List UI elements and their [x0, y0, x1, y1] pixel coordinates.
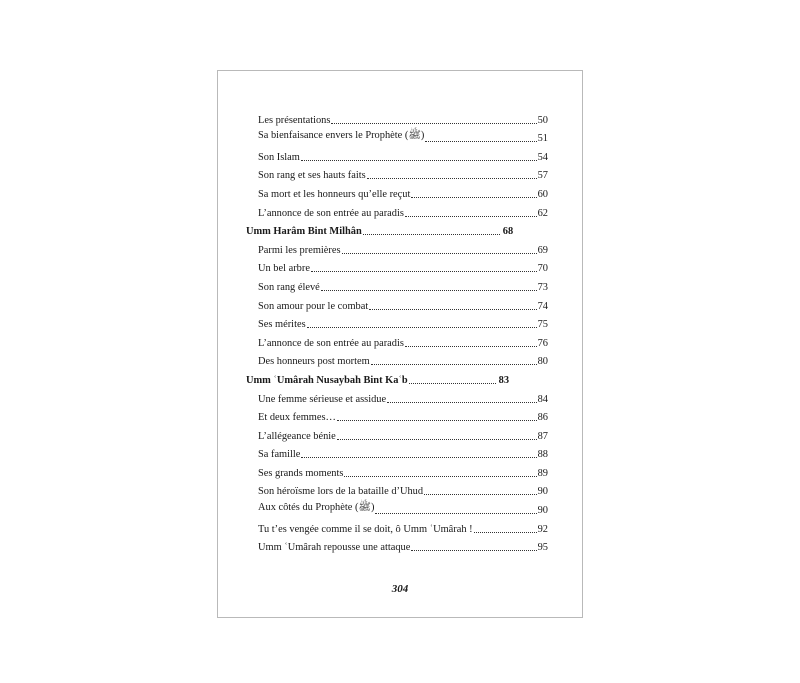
toc-entry-title: L’allégeance bénie	[258, 430, 336, 442]
toc-entry-title: Son héroïsme lors de la bataille d’Uhud	[258, 486, 424, 498]
toc-leader-dots	[337, 420, 537, 421]
toc-entry	[246, 405, 548, 424]
toc-entry	[246, 442, 548, 461]
toc-entry	[246, 293, 548, 312]
toc-entry-page: 74	[537, 300, 548, 312]
toc-entry	[246, 349, 548, 368]
toc-entry	[246, 181, 548, 200]
toc-entry-page: 86	[537, 412, 548, 424]
toc-entry-title: Sa famille	[258, 449, 301, 461]
toc-entry	[246, 126, 548, 145]
toc-leader-dots	[425, 141, 536, 142]
toc-section-heading	[246, 219, 548, 238]
toc-entry-title: Une femme sérieuse et assidue	[258, 393, 387, 405]
toc-entry	[246, 274, 548, 293]
toc-entry-title: Son rang et ses hauts faits	[258, 170, 366, 182]
toc-entry-page: 62	[537, 207, 548, 219]
toc-leader-dots	[371, 364, 537, 365]
toc-entry-title: Des honneurs post mortem	[258, 356, 370, 368]
toc-leader-dots	[369, 309, 536, 310]
toc-entry-page: 87	[537, 430, 548, 442]
toc-leader-dots	[344, 476, 536, 477]
toc-entry-page: 50	[537, 114, 548, 126]
toc-entry	[246, 330, 548, 349]
toc-leader-dots	[474, 532, 537, 533]
toc-entry	[246, 256, 548, 275]
toc-entry-title: Ses grands moments	[258, 467, 344, 479]
toc-entry-page: 73	[537, 281, 548, 293]
toc-entry-title: Umm Harâm Bint Milhân	[246, 226, 362, 238]
toc-entry	[246, 163, 548, 182]
toc-entry-page: 68	[502, 226, 514, 238]
toc-entry-title: Tu t’es vengée comme il se doit, ô Umm ʿUmârah !	[258, 523, 473, 535]
toc-entry-page: 70	[537, 263, 548, 275]
toc-section-heading	[246, 367, 548, 386]
toc-entry	[246, 386, 548, 405]
toc-leader-dots	[331, 123, 536, 124]
toc-leader-dots	[301, 160, 537, 161]
toc-entry-title: L’annonce de son entrée au paradis	[258, 337, 404, 349]
toc-entry-page: 84	[537, 393, 548, 405]
toc-leader-dots	[307, 327, 537, 328]
toc-leader-dots	[387, 402, 537, 403]
toc-entry-page: 90	[537, 505, 548, 517]
toc-leader-dots	[363, 234, 500, 235]
table-of-contents	[246, 107, 548, 553]
toc-entry-page: 89	[537, 467, 548, 479]
toc-entry-page: 88	[537, 449, 548, 461]
toc-leader-dots	[321, 290, 537, 291]
toc-entry	[246, 516, 548, 535]
toc-entry-title: Son amour pour le combat	[258, 300, 369, 312]
toc-entry-page: 54	[537, 151, 548, 163]
toc-leader-dots	[409, 383, 496, 384]
toc-leader-dots	[342, 253, 537, 254]
toc-leader-dots	[405, 216, 537, 217]
toc-entry	[246, 200, 548, 219]
toc-entry-title: Sa bienfaisance envers le Prophète (ﷺ)	[258, 130, 425, 142]
toc-entry-page: 76	[537, 337, 548, 349]
toc-entry-page: 51	[537, 133, 548, 145]
toc-entry-page: 90	[537, 486, 548, 498]
toc-entry	[246, 479, 548, 498]
toc-entry-title: Umm ʿUmârah Nusaybah Bint Kaʿb	[246, 374, 408, 386]
toc-entry-page: 60	[537, 188, 548, 200]
toc-entry-title: Parmi les premières	[258, 244, 341, 256]
toc-entry-page: 57	[537, 170, 548, 182]
toc-leader-dots	[375, 513, 536, 514]
toc-entry	[246, 460, 548, 479]
toc-entry-title: Son Islam	[258, 151, 300, 163]
toc-entry	[246, 237, 548, 256]
toc-leader-dots	[301, 457, 536, 458]
toc-leader-dots	[411, 197, 536, 198]
toc-leader-dots	[411, 550, 536, 551]
toc-leader-dots	[405, 346, 537, 347]
toc-entry-page: 69	[537, 244, 548, 256]
book-page	[217, 70, 583, 618]
toc-entry-title: L’annonce de son entrée au paradis	[258, 207, 404, 219]
toc-leader-dots	[367, 178, 537, 179]
toc-entry	[246, 144, 548, 163]
toc-leader-dots	[337, 439, 537, 440]
toc-entry-page: 80	[537, 356, 548, 368]
toc-entry-title: Un bel arbre	[258, 263, 310, 275]
toc-entry-title: Aux côtés du Prophète (ﷺ)	[258, 502, 375, 514]
toc-entry-title: Sa mort et les honneurs qu’elle reçut	[258, 188, 411, 200]
toc-entry	[246, 107, 548, 126]
toc-entry-page: 92	[537, 523, 548, 535]
toc-entry-page: 83	[498, 374, 510, 386]
toc-leader-dots	[424, 494, 537, 495]
toc-entry-title: Umm ʿUmârah repousse une attaque	[258, 542, 411, 554]
toc-leader-dots	[311, 271, 537, 272]
page-number: 304	[391, 583, 409, 595]
toc-entry	[246, 535, 548, 554]
toc-entry-title: Ses mérites	[258, 319, 306, 331]
toc-entry-page: 95	[537, 542, 548, 554]
toc-entry-page: 75	[537, 319, 548, 331]
toc-entry-title: Et deux femmes…	[258, 412, 336, 424]
toc-entry-title: Son rang élevé	[258, 281, 320, 293]
toc-entry	[246, 312, 548, 331]
toc-entry	[246, 423, 548, 442]
toc-entry-title: Les présentations	[258, 114, 331, 126]
toc-entry	[246, 497, 548, 516]
